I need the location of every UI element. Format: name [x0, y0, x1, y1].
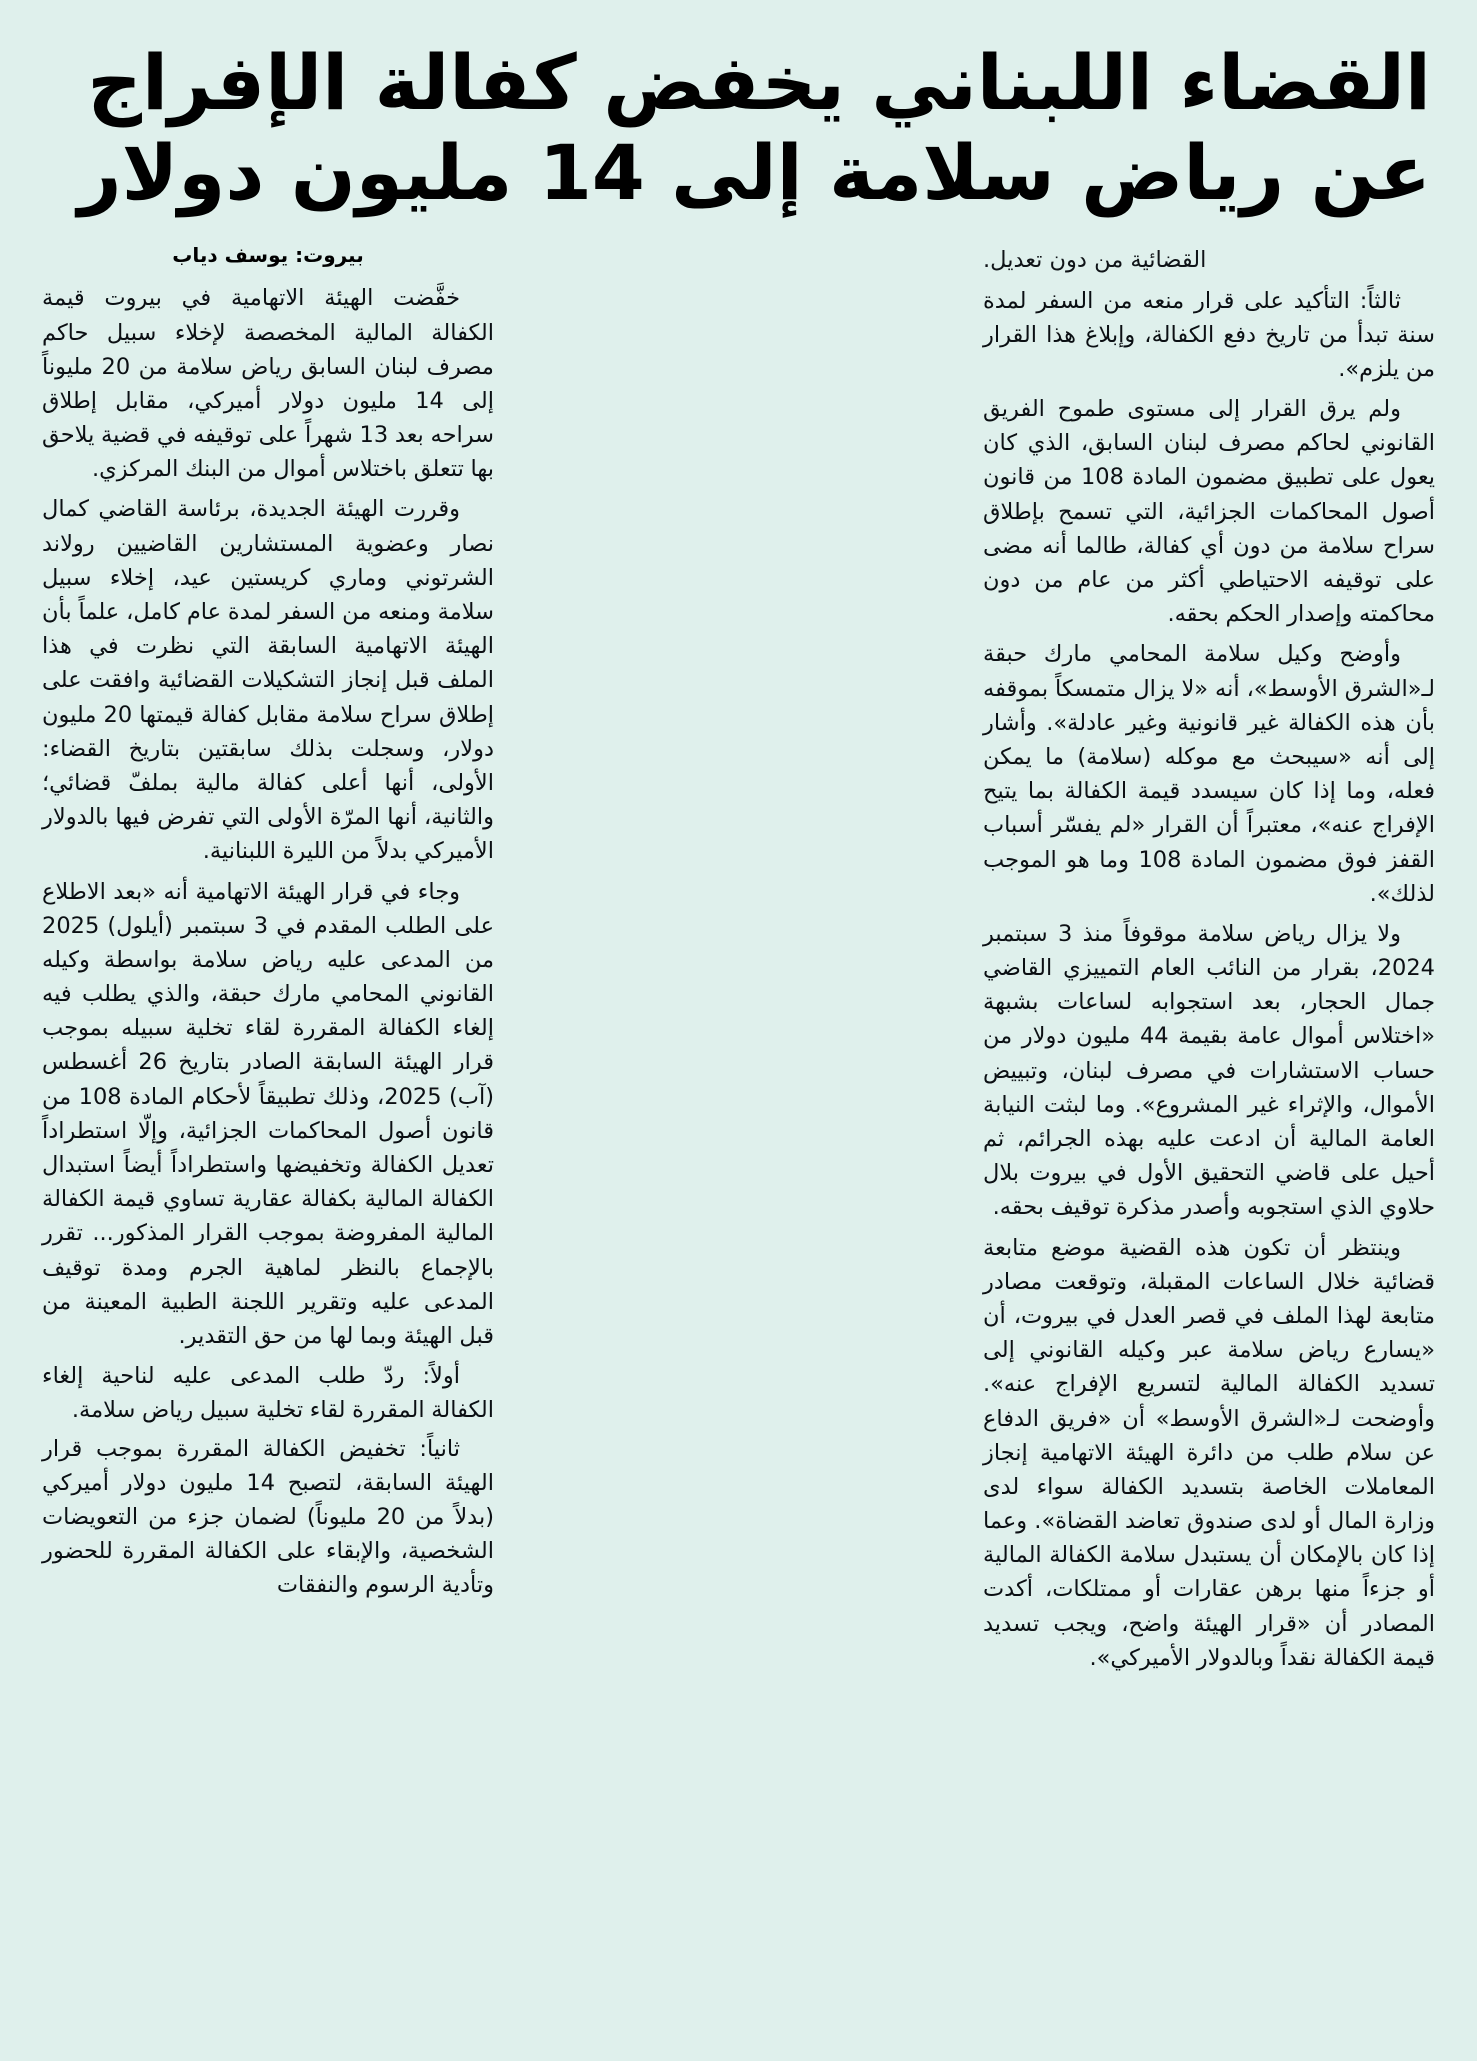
- column-right: [42, 243, 494, 1681]
- page-title: القضاء اللبناني يخفض كفالة الإفراج عن رياض سلامة إلى 14 مليون دولار: [77, 38, 1431, 217]
- column-left-continuation: القضائية من دون تعديل.: [983, 247, 1207, 274]
- paragraph: ولا يزال رياض سلامة موقوفاً منذ 3 سبتمبر 2024، بقرار من النائب العام التمييزي القاضي جمال الحجار، بعد استجوابه لساعات بشبهة «اختلاس أموال عامة بقيمة 44 مليون دولار من حساب الاستشارات في مصرف لبنان، وتبييض الأموال، والإثراء غير المشروع». وما لبثت النيابة العامة المالية أن ادعت عليه بهذه الجرائم، ثم أحيل على قاضي التحقيق الأول في بيروت بلال حلاوي الذي استجوبه وأصدر مذكرة توقيف بحقه.: [983, 920, 1435, 1221]
- byline: بيروت: يوسف دياب: [172, 243, 364, 268]
- paragraph: ولم يرق القرار إلى مستوى طموح الفريق القانوني لحاكم مصرف لبنان السابق، الذي كان يعول على تطبيق مضمون المادة 108 من قانون أصول المحاكمات الجزائية، التي تسمح بإطلاق سراح سلامة من دون أي كفالة، طالما أنه مضى على توقيفه الاحتياطي أكثر من عام من دون محاكمته وإصدار الحكم بحقه.: [983, 396, 1435, 628]
- paragraph: أولاً: ردّ طلب المدعى عليه لناحية إلغاء الكفالة المقررة لقاء تخلية سبيل رياض سلامة.: [42, 1363, 494, 1424]
- paragraph: وأوضح وكيل سلامة المحامي مارك حبقة لـ«الشرق الأوسط»، أنه «لا يزال متمسكاً بموقفه بأن هذه الكفالة غير قانونية وغير عادلة». وأشار إلى أنه «سيبحث مع موكله (سلامة) ما يمكن فعله، وما إذا كان سيسدد قيمة الكفالة بما يتيح الإفراج عنه»، معتبراً أن القرار «لم يفسّر أسباب القفز فوق مضمون المادة 108 وما هو الموجب لذلك».: [983, 641, 1435, 907]
- article-columns: [42, 243, 1435, 1681]
- paragraph: وينتظر أن تكون هذه القضية موضع متابعة قضائية خلال الساعات المقبلة، وتوقعت مصادر متابعة لهذا الملف في قصر العدل في بيروت، أن «يسارع رياض سلامة عبر وكيله القانوني إلى تسديد الكفالة المالية لتسريع الإفراج عنه». وأوضحت لـ«الشرق الأوسط» أن «فريق الدفاع عن سلام طلب من دائرة الهيئة الاتهامية إنجاز المعاملات الخاصة بتسديد الكفالة سواء لدى وزارة المال أو لدى صندوق تعاضد القضاة». وعما إذا كان بالإمكان أن يستبدل سلامة الكفالة المالية أو جزءاً منها برهن عقارات أو ممتلكات، أكدت المصادر أن «قرار الهيئة واضح، ويجب تسديد قيمة الكفالة نقداً وبالدولار الأميركي».: [983, 1234, 1435, 1671]
- paragraph: خفَّضت الهيئة الاتهامية في بيروت قيمة الكفالة المالية المخصصة لإخلاء سبيل حاكم مصرف لبنان السابق رياض سلامة من 20 مليوناً إلى 14 مليون دولار أميركي، مقابل إطلاق سراحه بعد 13 شهراً على توقيفه في قضية يلاحق بها تتعلق باختلاس أموال من البنك المركزي.: [42, 285, 495, 483]
- paragraph: ثالثاً: التأكيد على قرار منعه من السفر لمدة سنة تبدأ من تاريخ دفع الكفالة، وإبلاغ هذا القرار من يلزم».: [983, 287, 1435, 382]
- paragraph: وقررت الهيئة الجديدة، برئاسة القاضي كمال نصار وعضوية المستشارين القاضيين رولاند الشرتوني وماري كريستين عيد، إخلاء سبيل سلامة ومنعه من السفر لمدة عام كامل، علماً بأن الهيئة الاتهامية السابقة التي نظرت في هذا الملف قبل إنجاز التشكيلات القضائية وافقت على إطلاق سراح سلامة مقابل كفالة قيمتها 20 مليون دولار، وسجلت بذلك سابقتين بتاريخ القضاء: الأولى، أنها أعلى كفالة مالية بملفّ قضائي؛ والثانية، أنها المرّة الأولى التي تفرض فيها بالدولار الأميركي بدلاً من الليرة اللبنانية.: [42, 496, 494, 865]
- column-left: [983, 243, 1435, 1681]
- paragraph: ثانياً: تخفيض الكفالة المقررة بموجب قرار الهيئة السابقة، لتصبح 14 مليون دولار أميركي (بدلاً من 20 مليوناً) لضمان جزء من التعويضات الشخصية، والإبقاء على الكفالة المقررة للحضور وتأدية الرسوم والنفقات: [42, 1435, 494, 1599]
- paragraph: وجاء في قرار الهيئة الاتهامية أنه «بعد الاطلاع على الطلب المقدم في 3 سبتمبر (أيلول) 2025 من المدعى عليه رياض سلامة بواسطة وكيله القانوني المحامي مارك حبقة، والذي يطلب فيه إلغاء الكفالة المقررة لقاء تخلية سبيله بموجب قرار الهيئة السابقة الصادر بتاريخ 26 أغسطس (آب) 2025، وذلك تطبيقاً لأحكام المادة 108 من قانون أصول المحاكمات الجزائية، وإلّا استطراداً تعديل الكفالة وتخفيضها واستطراداً أيضاً استبدال الكفالة المالية بكفالة عقارية تساوي قيمة الكفالة المالية المفروضة بموجب القرار المذكور... تقرر بالإجماع بالنظر لماهية الجرم ومدة توقيف المدعى عليه وتقرير اللجنة الطبية المعينة من قبل الهيئة وبما لها من حق التقدير.: [42, 878, 495, 1349]
